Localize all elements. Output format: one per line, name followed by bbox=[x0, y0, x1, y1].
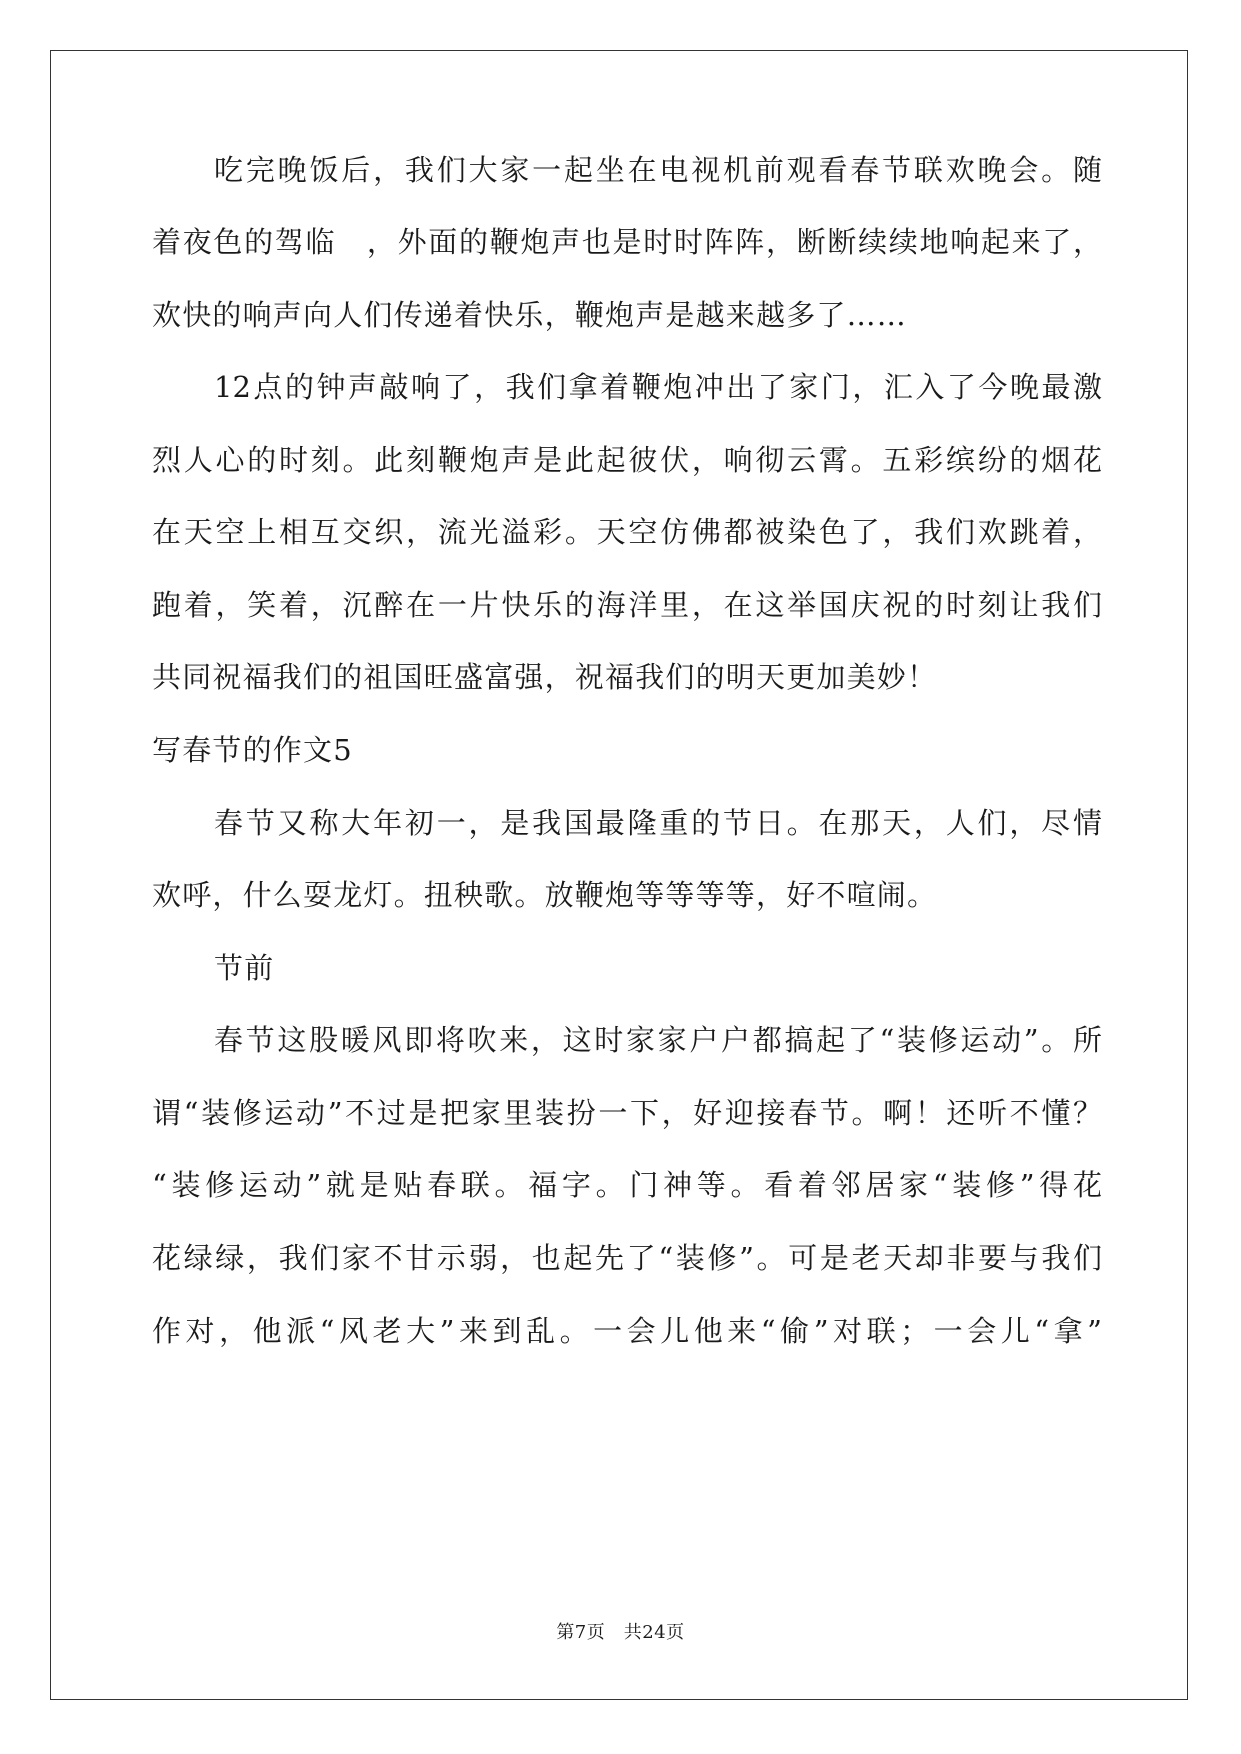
text-line: 花绿绿，我们家不甘示弱，也起先了“装修”。可是老天却非要与我们 bbox=[152, 1241, 1102, 1275]
text-line: 吃完晚饭后，我们大家一起坐在电视机前观看春节联欢晚会。随 bbox=[214, 153, 1102, 187]
text-line: 春节又称大年初一，是我国最隆重的节日。在那天，人们，尽情 bbox=[214, 806, 1102, 840]
text-line: 在天空上相互交织，流光溢彩。天空仿佛都被染色了，我们欢跳着， bbox=[152, 515, 1102, 549]
text-line: “装修运动”就是贴春联。福字。门神等。看着邻居家“装修”得花 bbox=[152, 1168, 1102, 1202]
text-line: 烈人心的时刻。此刻鞭炮声是此起彼伏，响彻云霄。五彩缤纷的烟花 bbox=[152, 443, 1102, 477]
text-line: 共同祝福我们的祖国旺盛富强，祝福我们的明天更加美妙！ bbox=[152, 660, 938, 694]
subheading: 节前 bbox=[214, 951, 275, 985]
text-line: 欢快的响声向人们传递着快乐，鞭炮声是越来越多了…… bbox=[152, 298, 908, 332]
page-number-footer: 第7页 共24页 bbox=[556, 1622, 685, 1643]
text-line: 12点的钟声敲响了，我们拿着鞭炮冲出了家门，汇入了今晚最激 bbox=[214, 370, 1102, 404]
text-line: 谓“装修运动”不过是把家里装扮一下，好迎接春节。啊！还听不懂？ bbox=[152, 1096, 1102, 1130]
text-line: 跑着，笑着，沉醉在一片快乐的海洋里，在这举国庆祝的时刻让我们 bbox=[152, 588, 1102, 622]
text-line: 春节这股暖风即将吹来，这时家家户户都搞起了“装修运动”。所 bbox=[214, 1023, 1102, 1057]
section-heading: 写春节的作文5 bbox=[152, 733, 353, 767]
text-line: 作对，他派“风老大”来到乱。一会儿他来“偷”对联；一会儿“拿” bbox=[152, 1314, 1102, 1348]
text-line: 欢呼，什么耍龙灯。扭秧歌。放鞭炮等等等等，好不喧闹。 bbox=[152, 878, 938, 912]
text-line: 着夜色的驾临 ，外面的鞭炮声也是时时阵阵，断断续续地响起来了， bbox=[152, 225, 1102, 259]
